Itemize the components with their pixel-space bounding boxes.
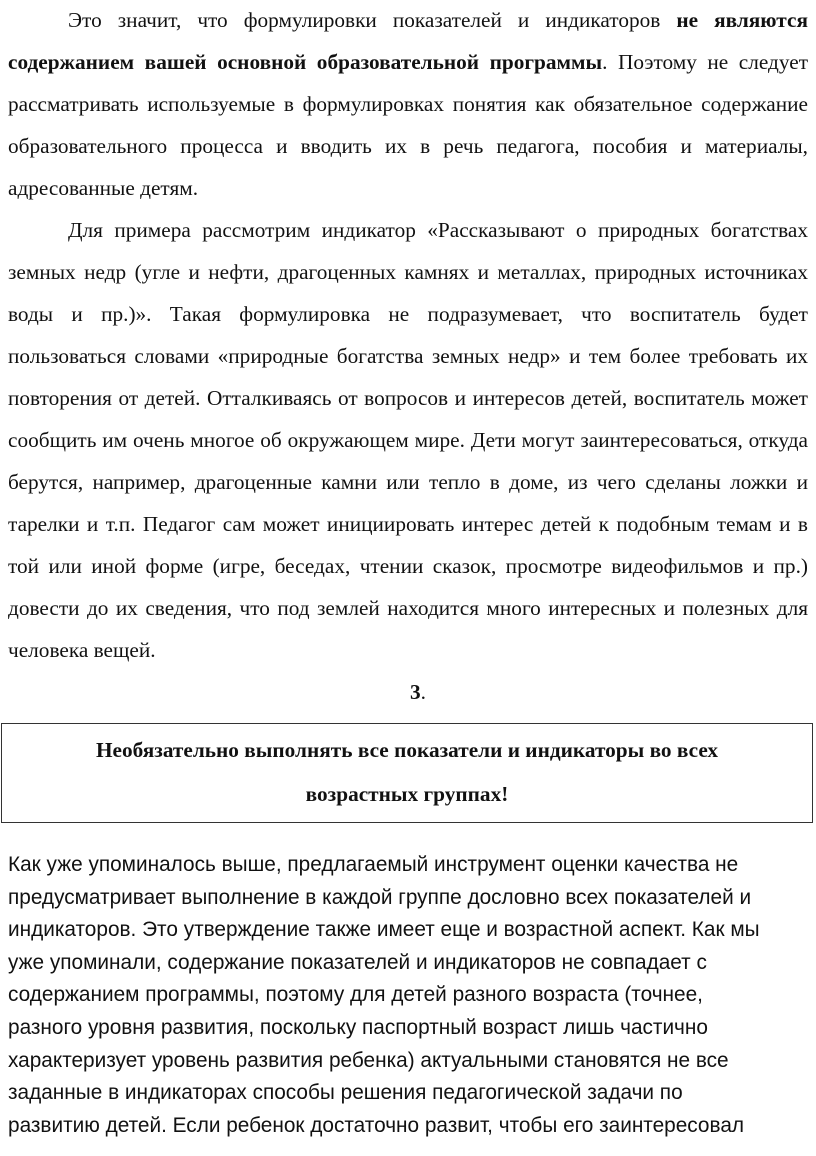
paragraph-age-aspect-line-6: разного уровня развития, поскольку паспортный возраст лишь частично [8, 1015, 708, 1039]
document-page [8, 0, 808, 1142]
paragraph-age-aspect-line-8: заданные в индикаторах способы решения педагогической задачи по [8, 1081, 683, 1105]
paragraph-intro-bold-text: не являются содержанием вашей основной образовательной программы [8, 8, 808, 74]
notice-box [1, 723, 813, 823]
paragraph-intro-text-after: . Поэтому не следует рассматривать используемые в формулировках понятия как обязательное содержание образовательного процесса и вводить их в речь педагога, пособия и материалы, адресованные детям. [8, 50, 808, 200]
paragraph-age-aspect-line-9: развитию детей. Если ребенок достаточно развит, чтобы его заинтересовал [8, 1113, 745, 1137]
paragraph-age-aspect-line-2: предусматривает выполнение в каждой группе дословно всех показателей и [8, 885, 752, 909]
paragraph-age-aspect-line-7: характеризует уровень развития ребенка) актуальными становятся не все [8, 1048, 729, 1072]
paragraph-age-aspect-line-4: уже упоминали, содержание показателей и индикаторов не совпадает с [8, 950, 707, 974]
paragraph-age-aspect [8, 849, 808, 1142]
notice-line-1: Необязательно выполнять все показатели и индикаторы во всех [95, 738, 719, 762]
section-number-dot: . [420, 680, 426, 704]
section-number [8, 671, 808, 713]
notice-line-2: возрастных группах! [305, 782, 509, 806]
paragraph-age-aspect-line-1: Как уже упоминалось выше, предлагаемый инструмент оценки качества не [8, 853, 739, 876]
paragraph-age-aspect-line-5: содержанием программы, поэтому для детей разного возраста (точнее, [8, 983, 703, 1007]
paragraph-example: Для примера рассмотрим индикатор «Рассказывают о природных богатствах земных недр (угле и нефти, драгоценных камнях и металлах, природных источниках воды и пр.)». Такая формулировка не подразумевает, что воспитатель будет пользоваться словами «природные богатства земных недр» и тем более требовать их повторения от детей. Отталкиваясь от вопросов и интересов детей, воспитатель может сообщить им очень многое об окружающем мире. Дети могут заинтересоваться, откуда берутся, например, драгоценные камни или тепло в доме, из чего сделаны ложки и тарелки и т.п. Педагог сам может инициировать интерес детей к подобным темам и в той или иной форме (игре, беседах, чтении сказок, просмотре видеофильмов и пр.) довести до их сведения, что под землей находится много интересных и полезных для человека вещей. [8, 218, 808, 662]
paragraph-intro [8, 0, 808, 209]
paragraph-age-aspect-line-3: индикаторов. Это утверждение также имеет еще и возрастной аспект. Как мы [8, 918, 760, 942]
paragraph-intro-text-before: Это значит, что формулировки показателей и индикаторов [68, 8, 677, 32]
section-number-value: 3 [410, 680, 421, 704]
